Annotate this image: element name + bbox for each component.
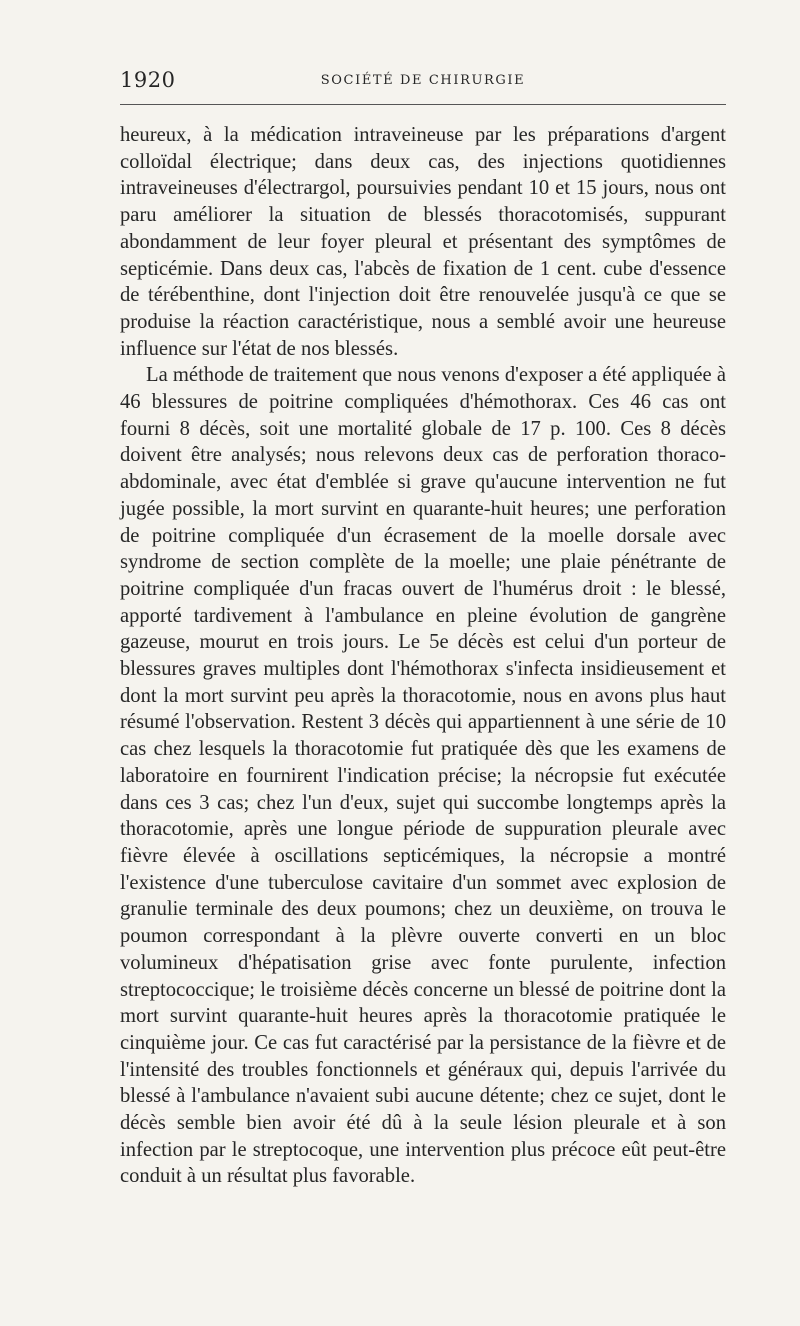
page-header xyxy=(120,68,726,94)
paragraph-continued: heureux, à la médication intraveineuse par les préparations d'argent colloïdal électrique; dans deux cas, des injections quotidiennes intraveineuses d'électrargol, poursuivies pendant 10 et 15 jours, nous ont paru améliorer la situation de blessés thoracotomisés, suppurant abondamment de leur foyer pleural et présentant des symptômes de septicémie. Dans deux cas, l'abcès de fixation de 1 cent. cube d'essence de térébenthine, dont l'injection doit être renouvelée jusqu'à ce que se produise la réaction caractéristique, nous a semblé avoir une heureuse influence sur l'état de nos blessés. xyxy=(120,124,726,360)
header-rule xyxy=(120,104,726,105)
paragraph-method-results: La méthode de traitement que nous venons d'exposer a été appliquée à 46 blessures de poitrine compliquées d'hémothorax. Ces 46 cas ont fourni 8 décès, soit une mortalité globale de 17 p. 100. Ces 8 décès doivent être analysés; nous relevons deux cas de perforation thoraco-abdominale, avec état d'emblée si grave qu'aucune intervention ne fut jugée possible, la mort survint en quarante-huit heures; une perforation de poitrine compliquée d'un écrasement de la moelle dorsale avec syndrome de section complète de la moelle; une plaie pénétrante de poitrine compliquée d'un fracas ouvert de l'humérus droit : le blessé, apporté tardivement à l'ambulance en pleine évolution de gangrène gazeuse, mourut en trois jours. Le 5e décès est celui d'un porteur de blessures graves multiples dont l'hémothorax s'infecta insidieusement et dont la mort survint peu après la thoracotomie, nous en avons plus haut résumé l'observation. Restent 3 décès qui appartiennent à une série de 10 cas chez lesquels la thoracotomie fut pratiquée dès que les examens de laboratoire en fournirent l'indication précise; la nécropsie fut exécutée dans ces 3 cas; chez l'un d'eux, sujet qui succombe longtemps après la thoracotomie, après une longue période de suppuration pleurale avec fièvre élevée à oscillations septicémiques, la nécropsie a montré l'existence d'une tuberculose cavitaire d'un sommet avec explosion de granulie terminale des deux poumons; chez un deuxième, on trouva le poumon correspondant à la plèvre ouverte converti en un bloc volumineux d'hépatisation grise avec fonte purulente, infection streptococcique; le troisième décès concerne un blessé de poitrine dont la mort survint quarante-huit heures après la thoracotomie pratiquée le cinquième jour. Ce cas fut caractérisé par la persistance de la fièvre et de l'intensité des troubles fonctionnels et généraux qui, depuis l'arrivée du blessé à l'ambulance n'avaient subi aucune détente; chez ce sujet, dont le décès semble bien avoir été dû à la seule lésion pleurale et à son infection par le streptocoque, une intervention plus précoce eût peut-être conduit à un résultat plus favorable. xyxy=(120,364,726,1188)
body-text xyxy=(120,122,726,1190)
running-head: SOCIÉTÉ DE CHIRURGIE xyxy=(320,73,526,88)
page-number: 1920 xyxy=(120,68,176,92)
